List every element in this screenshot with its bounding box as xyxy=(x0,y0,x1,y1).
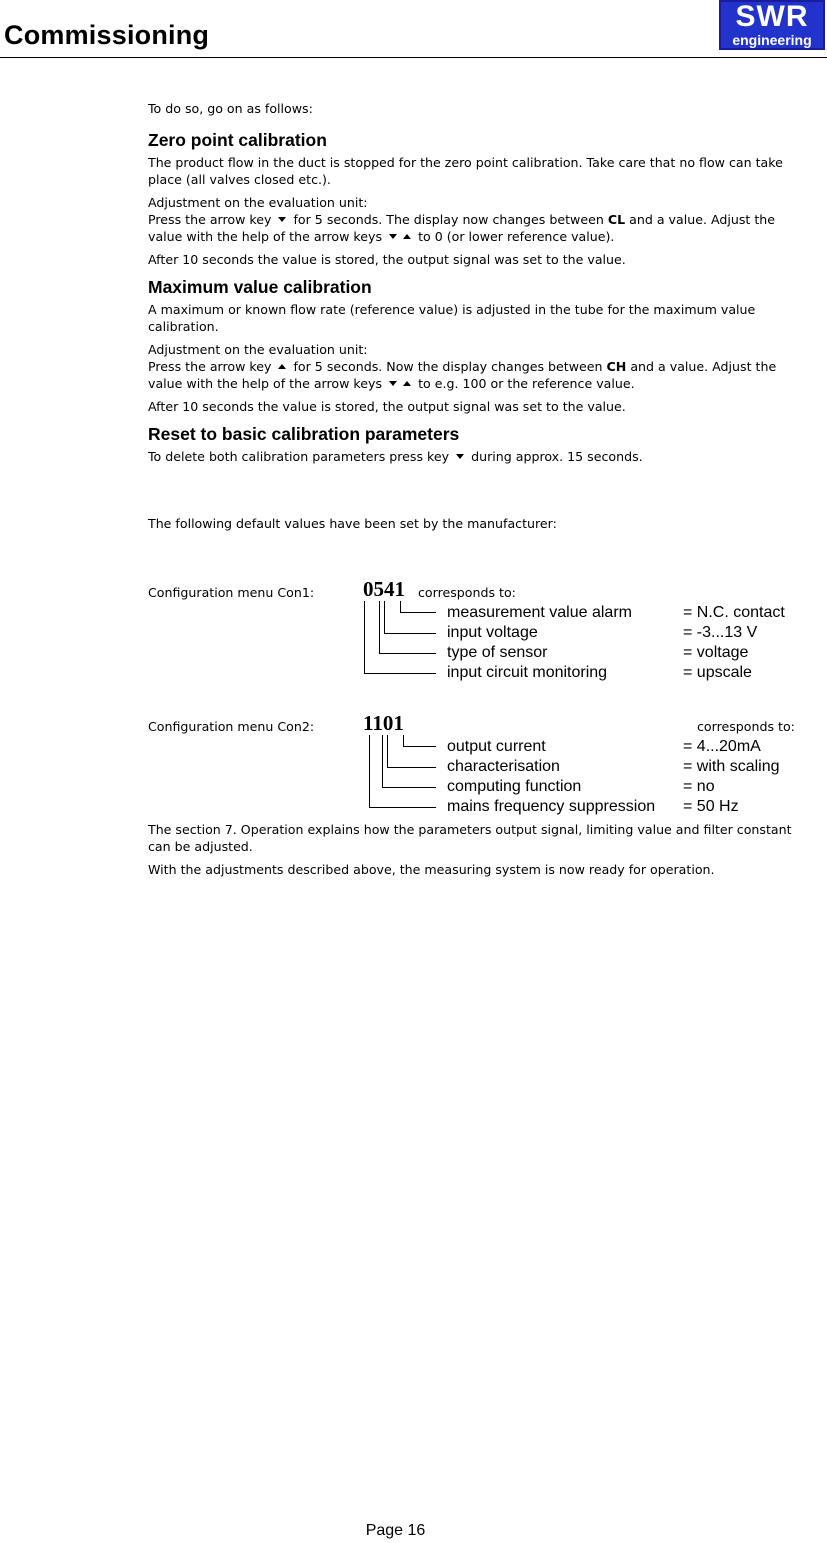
con1-bracket-line xyxy=(379,653,436,654)
page-footer xyxy=(0,1522,827,1540)
con2-code: 1101 xyxy=(363,711,404,735)
arrow-up-icon xyxy=(403,381,411,386)
reset-text xyxy=(148,448,808,465)
con1-row-value: = voltage xyxy=(683,644,749,661)
con2-bracket-line xyxy=(369,735,370,807)
closing-p2: With the adjustments described above, the measuring system is now ready for operation. xyxy=(148,862,715,877)
con1-bracket-line xyxy=(400,601,401,612)
defaults-intro: The following default values have been set by the manufacturer: xyxy=(148,516,557,531)
arrow-up-icon xyxy=(278,364,286,369)
con1-bracket-line xyxy=(364,601,365,673)
max-adjust-line1: Adjustment on the evaluation unit: xyxy=(148,342,368,357)
reset-b: during approx. 15 seconds. xyxy=(471,449,643,464)
con1-bracket-line xyxy=(384,601,385,633)
page-header xyxy=(0,0,827,58)
closing-content xyxy=(148,821,808,878)
zero-adjust-line1: Adjustment on the evaluation unit: xyxy=(148,195,368,210)
con1-row-value: = N.C. contact xyxy=(683,604,785,621)
page-number: Page 16 xyxy=(365,1522,426,1539)
con1-code: 0541 xyxy=(363,577,405,601)
con2-bracket-line xyxy=(369,807,436,808)
zero-adjust-b: for 5 seconds. The display now changes between xyxy=(293,212,604,227)
config-con2 xyxy=(148,711,818,821)
con1-bracket-line xyxy=(364,673,436,674)
con1-row-name: measurement value alarm xyxy=(447,604,632,621)
max-calibration-p2 xyxy=(148,341,808,392)
logo-text-engineering: engineering xyxy=(732,32,812,48)
main-content xyxy=(148,100,808,532)
con2-bracket-line xyxy=(387,735,388,767)
con1-row-value: = upscale xyxy=(683,664,752,681)
con2-bracket-line xyxy=(382,735,383,787)
zero-adjust-c: and a value. Adjust the value with the help of the arrow keys xyxy=(148,212,775,244)
con1-row-value: = -3...13 V xyxy=(683,624,758,641)
con2-bracket-line xyxy=(403,746,436,747)
con2-row-value: = with scaling xyxy=(683,758,780,775)
display-code-ch: CH xyxy=(606,359,627,374)
con2-bracket-line xyxy=(387,767,436,768)
config-con1 xyxy=(148,577,818,687)
con1-bracket-line xyxy=(384,633,436,634)
arrow-down-icon xyxy=(389,234,397,239)
zero-adjust-a: Press the arrow key xyxy=(148,212,272,227)
arrow-up-icon xyxy=(403,234,411,239)
arrow-down-icon xyxy=(278,217,286,222)
reset-a: To delete both calibration parameters press key xyxy=(148,449,450,464)
zero-calibration-p2 xyxy=(148,194,808,245)
con1-label: Configuration menu Con1: xyxy=(148,585,315,600)
con2-bracket-line xyxy=(403,735,404,746)
con2-bracket-line xyxy=(382,787,436,788)
con2-label: Configuration menu Con2: xyxy=(148,719,315,734)
con2-corresponds: corresponds to: xyxy=(697,719,795,734)
zero-calibration-heading: Zero point calibration xyxy=(148,130,327,150)
con1-bracket-line xyxy=(400,612,436,613)
max-calibration-heading: Maximum value calibration xyxy=(148,277,372,297)
con2-row-name: output current xyxy=(447,738,546,755)
logo-text-swr: SWR xyxy=(735,0,809,33)
header-divider xyxy=(0,57,827,58)
con1-bracket-line xyxy=(379,601,380,653)
max-calibration-p3: After 10 seconds the value is stored, the output signal was set to the value. xyxy=(148,399,626,414)
con1-row-name: input voltage xyxy=(447,624,538,641)
arrow-down-icon xyxy=(389,381,397,386)
zero-adjust-d: to 0 (or lower reference value). xyxy=(418,229,615,244)
max-adjust-a: Press the arrow key xyxy=(148,359,272,374)
con2-row-name: characterisation xyxy=(447,758,560,775)
arrow-down-icon xyxy=(456,454,464,459)
con2-row-name: computing function xyxy=(447,778,582,795)
max-adjust-b: for 5 seconds. Now the display changes between xyxy=(293,359,603,374)
swr-engineering-logo xyxy=(719,0,825,50)
con1-corresponds: corresponds to: xyxy=(418,585,516,600)
max-adjust-d: to e.g. 100 or the reference value. xyxy=(418,376,635,391)
con2-row-value: = 4...20mA xyxy=(683,738,761,755)
con1-row-name: type of sensor xyxy=(447,644,548,661)
con2-row-value: = 50 Hz xyxy=(683,798,739,815)
page-title: Commissioning xyxy=(4,20,210,50)
con2-row-name: mains frequency suppression xyxy=(447,798,656,815)
max-calibration-p1: A maximum or known flow rate (reference value) is adjusted in the tube for the maximum value calibration. xyxy=(148,302,756,334)
reset-heading: Reset to basic calibration parameters xyxy=(148,424,460,444)
zero-calibration-p3: After 10 seconds the value is stored, the output signal was set to the value. xyxy=(148,252,626,267)
max-adjust-c: and a value. Adjust the value with the help of the arrow keys xyxy=(148,359,777,391)
zero-calibration-p1: The product flow in the duct is stopped for the zero point calibration. Take care that no flow can take place (all valves closed etc.). xyxy=(148,155,783,187)
closing-p1: The section 7. Operation explains how the parameters output signal, limiting value and filter constant can be adjusted. xyxy=(148,822,792,854)
intro-text: To do so, go on as follows: xyxy=(148,101,313,116)
con2-row-value: = no xyxy=(683,778,715,795)
con1-row-name: input circuit monitoring xyxy=(447,664,608,681)
display-code-cl: CL xyxy=(607,212,626,227)
